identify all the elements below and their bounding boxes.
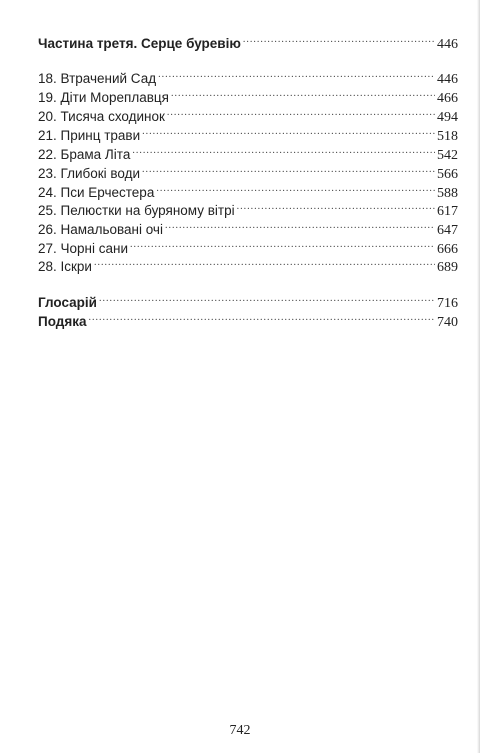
toc-entry-title: 27. Чорні сани <box>38 241 128 256</box>
dot-leader <box>165 215 435 234</box>
toc-entry-page: 466 <box>437 91 458 106</box>
dot-leader <box>158 64 435 83</box>
toc-entry-title: 18. Втрачений Сад <box>38 71 157 86</box>
toc-entry-page: 666 <box>437 242 458 257</box>
dot-leader <box>99 288 435 307</box>
dot-leader <box>156 178 435 197</box>
toc-entry-chapter-22[interactable] <box>38 140 458 163</box>
toc-entry-page: 716 <box>437 296 458 311</box>
toc-entry-title: 26. Намальовані очі <box>38 222 163 237</box>
dot-leader <box>237 196 435 215</box>
dot-leader <box>94 252 435 271</box>
toc-entry-page: 647 <box>437 223 458 238</box>
toc-entry-title: Подяка <box>38 314 87 329</box>
toc-entry-page: 566 <box>437 167 458 182</box>
toc-entry-page: 689 <box>437 260 458 275</box>
toc-entry-title: 19. Діти Мореплавця <box>38 90 169 105</box>
page-number: 742 <box>229 723 251 738</box>
dot-leader <box>243 29 435 48</box>
toc-entry-acknowledgements[interactable] <box>38 307 458 330</box>
toc-entry-chapter-25[interactable] <box>38 196 458 219</box>
toc-entry-part-three[interactable] <box>38 29 458 52</box>
toc-entry-title: Частина третя. Серце буревію <box>38 36 241 51</box>
toc-entry-chapter-23[interactable] <box>38 159 458 182</box>
toc-entry-title: 24. Пси Ерчестера <box>38 185 155 200</box>
toc-entry-chapter-26[interactable] <box>38 215 458 238</box>
toc-entry-page: 617 <box>437 204 458 219</box>
toc-entry-title: 23. Глибокі води <box>38 166 141 181</box>
toc-entry-page: 588 <box>437 186 458 201</box>
toc-entry-chapter-24[interactable] <box>38 178 458 201</box>
toc-entry-chapter-27[interactable] <box>38 234 458 257</box>
toc-entry-page: 518 <box>437 129 458 144</box>
dot-leader <box>171 83 435 102</box>
dot-leader <box>142 159 435 178</box>
toc-entry-page: 740 <box>437 315 458 330</box>
dot-leader <box>142 121 435 140</box>
toc-entry-chapter-18[interactable] <box>38 64 458 87</box>
toc-entry-title: 25. Пелюстки на буряному вітрі <box>38 203 235 218</box>
toc-entry-title: Глосарій <box>38 295 97 310</box>
toc-entry-glossary[interactable] <box>38 288 458 311</box>
toc-entry-title: 20. Тисяча сходинок <box>38 109 165 124</box>
dot-leader <box>88 307 435 326</box>
toc-entry-page: 446 <box>437 37 458 52</box>
toc-entry-chapter-21[interactable] <box>38 121 458 144</box>
toc-entry-chapter-19[interactable] <box>38 83 458 106</box>
toc-entry-page: 446 <box>437 72 458 87</box>
toc-entry-chapter-28[interactable] <box>38 252 458 275</box>
dot-leader <box>167 102 435 121</box>
dot-leader <box>130 234 435 253</box>
toc-entry-page: 494 <box>437 110 458 125</box>
dot-leader <box>132 140 435 159</box>
toc-entry-title: 28. Іскри <box>38 259 92 274</box>
toc-entry-chapter-20[interactable] <box>38 102 458 125</box>
toc-entry-title: 22. Брама Літа <box>38 147 131 162</box>
toc-entry-title: 21. Принц трави <box>38 128 141 143</box>
toc-entry-page: 542 <box>437 148 458 163</box>
